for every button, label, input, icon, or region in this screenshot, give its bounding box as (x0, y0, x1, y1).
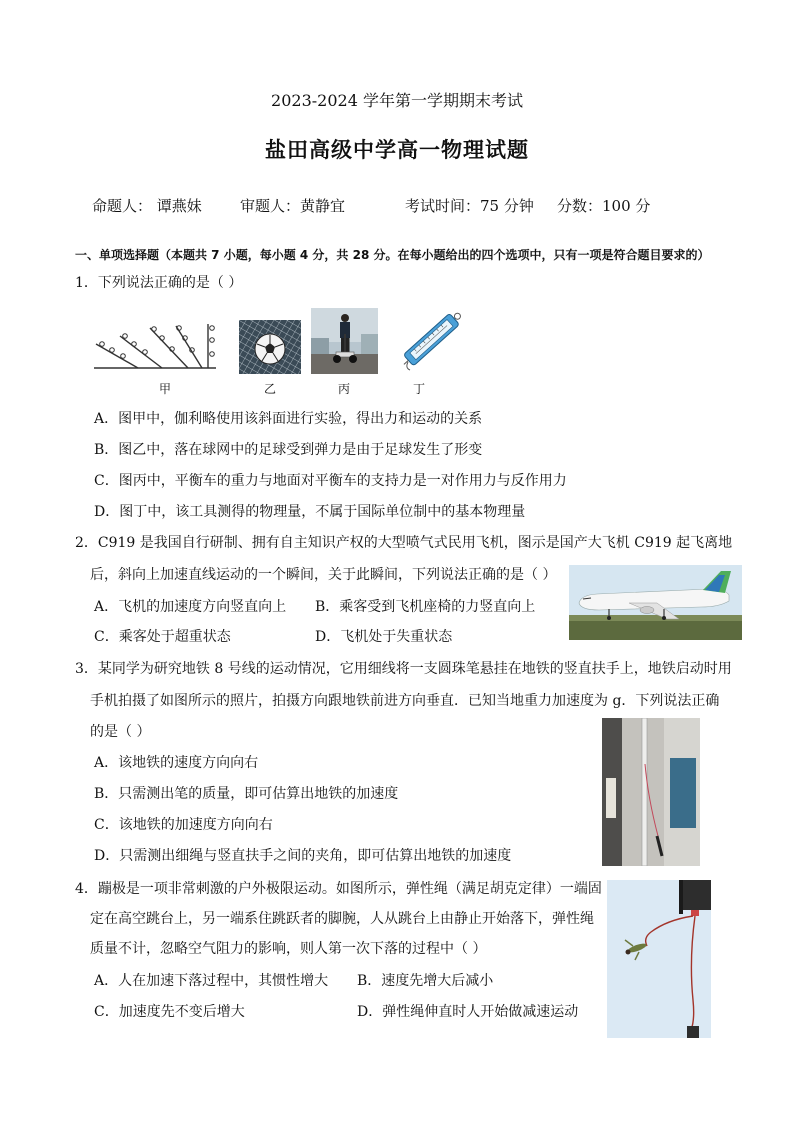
q2-option-a: A．飞机的加速度方向竖直向上 (94, 599, 287, 615)
spring-scale-figure (392, 304, 472, 372)
score: 分数：100 分 (557, 197, 651, 215)
duration: 考试时间：75 分钟 (405, 197, 534, 215)
caption-jia: 甲 (159, 382, 172, 396)
q4-option-d: D．弹性绳伸直时人开始做减速运动 (357, 1004, 579, 1020)
q1-option-b: B．图乙中，落在球网中的足球受到弹力是由于足球发生了形变 (94, 442, 483, 458)
q4-stem-line3: 质量不计，忽略空气阻力的影响，则人第一次下落的过程中（ ） (90, 941, 487, 957)
caption-bing: 丙 (338, 382, 351, 396)
caption-yi: 乙 (264, 382, 277, 396)
q3-stem-line3: 的是（ ） (90, 724, 151, 740)
q2-option-d: D．飞机处于失重状态 (315, 629, 453, 645)
c919-airplane-photo (569, 565, 742, 640)
q3-stem-line1: 3．某同学为研究地铁 8 号线的运动情况，它用细线将一支圆珠笔悬挂在地铁的竖直扶手上，地铁启动时用 (75, 661, 732, 677)
q4-option-c: C．加速度先不变后增大 (94, 1004, 245, 1020)
q4-stem-line2: 定在高空跳台上，另一端系住跳跃者的脚腕，人从跳台上由静止开始落下，弹性绳 (90, 911, 594, 927)
q4-option-b: B．速度先增大后减小 (357, 973, 494, 989)
section-heading: 一、单项选择题（本题共 7 小题，每小题 4 分，共 28 分。在每小题给出的四个选项中，只有一项是符合题目要求的） (75, 248, 710, 262)
exam-title: 盐田高级中学高一物理试题 (265, 138, 529, 162)
soccer-net-photo (239, 320, 301, 374)
reviewer: 审题人：黄静宜 (240, 197, 346, 215)
q3-option-c: C．该地铁的加速度方向向右 (94, 817, 273, 833)
q2-stem-line1: 2．C919 是我国自行研制、拥有自主知识产权的大型喷气式民用飞机，图示是国产大飞机 C919 起飞离地 (75, 535, 733, 551)
balance-scooter-photo (311, 308, 378, 374)
q2-option-c: C．乘客处于超重状态 (94, 629, 231, 645)
q1-option-a: A．图甲中，伽利略使用该斜面进行实验，得出力和运动的关系 (94, 411, 483, 427)
q3-option-b: B．只需测出笔的质量，即可估算出地铁的加速度 (94, 786, 399, 802)
q3-option-a: A．该地铁的速度方向向右 (94, 755, 259, 771)
exam-term: 2023-2024 学年第一学期期末考试 (271, 91, 523, 110)
q3-option-d: D．只需测出细绳与竖直扶手之间的夹角，即可估算出地铁的加速度 (94, 848, 512, 864)
subway-pendulum-photo (602, 718, 700, 866)
q4-stem-line1: 4．蹦极是一项非常刺激的户外极限运动。如图所示，弹性绳（满足胡克定律）一端固 (75, 881, 602, 897)
caption-ding: 丁 (413, 382, 426, 396)
q1-option-c: C．图丙中，平衡车的重力与地面对平衡车的支持力是一对作用力与反作用力 (94, 473, 567, 489)
setter: 命题人： 谭燕妹 (92, 197, 202, 215)
q3-stem-line2: 手机拍摄了如图所示的照片，拍摄方向跟地铁前进方向垂直．已知当地重力加速度为 g．下列说法正确 (90, 693, 720, 709)
bungee-jump-photo (607, 880, 711, 1038)
incline-figure (92, 322, 220, 374)
q4-option-a: A．人在加速下落过程中，其惯性增大 (94, 973, 329, 989)
q2-option-b: B．乘客受到飞机座椅的力竖直向上 (315, 599, 536, 615)
q1-option-d: D．图丁中，该工具测得的物理量，不属于国际单位制中的基本物理量 (94, 504, 526, 520)
q2-stem-line2: 后，斜向上加速直线运动的一个瞬间，关于此瞬间，下列说法正确的是（ ） (90, 567, 557, 583)
q1-stem: 1．下列说法正确的是（ ） (75, 275, 243, 291)
